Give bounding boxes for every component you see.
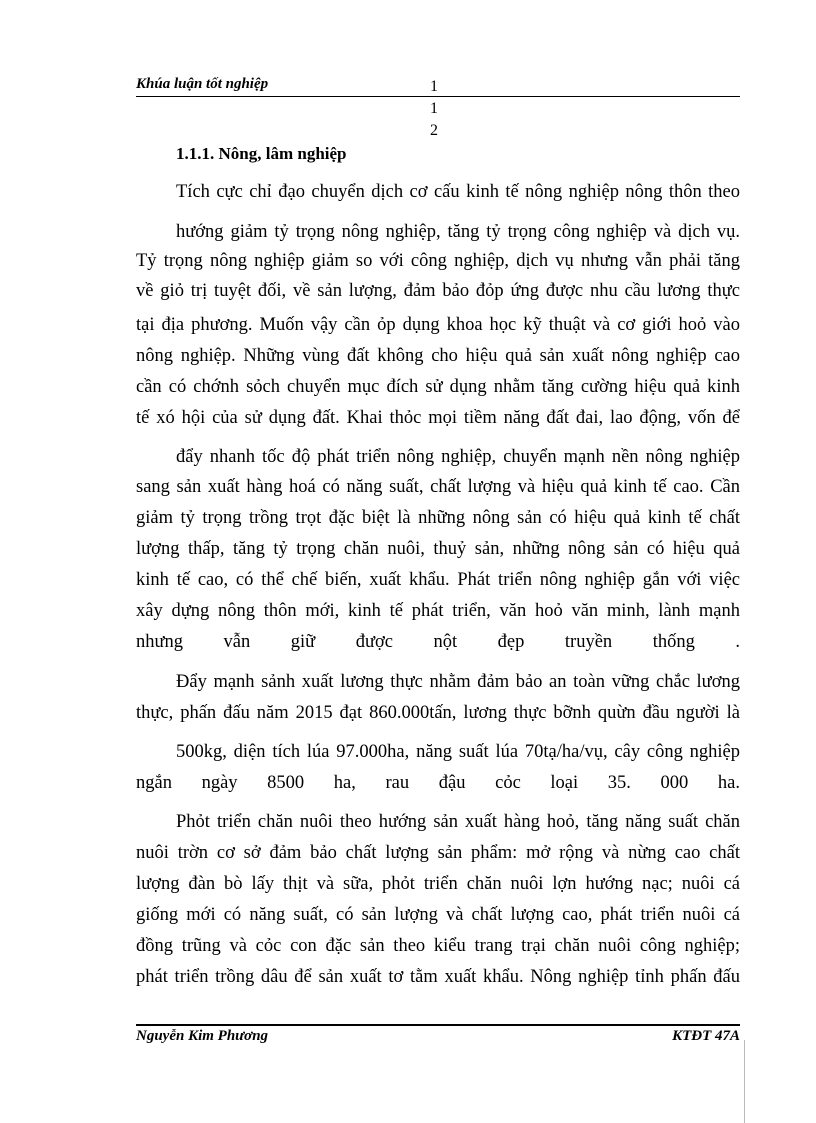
body-line: thực, phấn đấu năm 2015 đạt 860.000tấn, lương thực bỡnh quừn đầu người là <box>136 703 740 723</box>
body-line: tại địa phương. Muốn vậy cần ỏp dụng khoa học kỹ thuật và cơ giới hoỏ vào <box>136 315 740 335</box>
footer-author: Nguyễn Kim Phương <box>136 1028 269 1044</box>
page-number-digit: 2 <box>430 122 438 139</box>
body-line: xây dựng nông thôn mới, kinh tế phát triển, văn hoỏ văn minh, lành mạnh <box>136 601 740 621</box>
body-line: sang sản xuất hàng hoá có năng suất, chất lượng và hiệu quả kinh tế cao. Cần <box>136 477 740 497</box>
body-line: Tích cực chỉ đạo chuyển dịch cơ cấu kinh tế nông nghiệp nông thôn theo <box>176 182 740 202</box>
body-line: đồng trũng và cỏc con đặc sản theo kiểu trang trại chăn nuôi công nghiệp; <box>136 936 740 956</box>
footer-class-code: KTĐT 47A <box>672 1028 740 1044</box>
body-line: Phỏt triển chăn nuôi theo hướng sản xuất hàng hoỏ, tăng năng suất chăn <box>176 812 740 832</box>
page-number-digit: 1 <box>430 78 438 95</box>
body-line: giảm tỷ trọng trồng trọt đặc biệt là những nông sản có hiệu quả kinh tế chất <box>136 508 740 528</box>
body-line: lượng thấp, tăng tỷ trọng chăn nuôi, thuỷ sản, những nông sản có hiệu quả <box>136 539 740 559</box>
section-heading: 1.1.1. Nông, lâm nghiệp <box>176 144 347 163</box>
body-line: kinh tế cao, có thể chế biến, xuất khẩu. Phát triển nông nghiệp gắn với việc <box>136 570 740 590</box>
body-line: phát triển trồng dâu để sản xuất tơ tằm xuất khẩu. Nông nghiệp tỉnh phấn đấu <box>136 967 740 987</box>
body-line: lượng đàn bò lấy thịt và sữa, phỏt triển chăn nuôi lợn hướng nạc; nuôi cá <box>136 874 740 894</box>
body-line: về giỏ trị tuyệt đối, về sản lượng, đảm bảo đỏp ứng được nhu cầu lương thực <box>136 281 740 301</box>
footer-rule <box>136 1024 740 1026</box>
body-line: nông nghiệp. Những vùng đất không cho hiệu quả sản xuất nông nghiệp cao <box>136 346 740 366</box>
body-line: cần có chớnh sỏch chuyển mục đích sử dụng nhằm tăng cường hiệu quả kinh <box>136 377 740 397</box>
body-line: tế xó hội của sử dụng đất. Khai thỏc mọi tiềm năng đất đai, lao động, vốn để <box>136 408 740 428</box>
body-line: Tỷ trọng nông nghiệp giảm so với công nghiệp, dịch vụ nhưng vẫn phải tăng <box>136 251 740 271</box>
crop-mark <box>744 1040 745 1123</box>
body-line: đẩy nhanh tốc độ phát triển nông nghiệp, chuyển mạnh nền nông nghiệp <box>176 447 740 467</box>
page-header-title: Khúa luận tốt nghiệp <box>136 76 269 92</box>
body-line: hướng giảm tỷ trọng nông nghiệp, tăng tỷ trọng công nghiệp và dịch vụ. <box>176 222 740 242</box>
body-line: nhưng vẫn giữ được nột đẹp truyền thống . <box>136 632 740 652</box>
header-rule <box>136 96 740 97</box>
body-line: 500kg, diện tích lúa 97.000ha, năng suất lúa 70tạ/ha/vụ, cây công nghiệp <box>176 742 740 762</box>
page-number-digit: 1 <box>430 100 438 117</box>
body-line: Đẩy mạnh sảnh xuất lương thực nhằm đảm bảo an toàn vững chắc lương <box>176 672 740 692</box>
body-line: giống mới có năng suất, có sản lượng và chất lượng cao, phát triển nuôi cá <box>136 905 740 925</box>
body-line: nuôi trờn cơ sở đảm bảo chất lượng sản phẩm: mở rộng và nừng cao chất <box>136 843 740 863</box>
body-line: ngắn ngày 8500 ha, rau đậu cỏc loại 35. 000 ha. <box>136 773 740 793</box>
